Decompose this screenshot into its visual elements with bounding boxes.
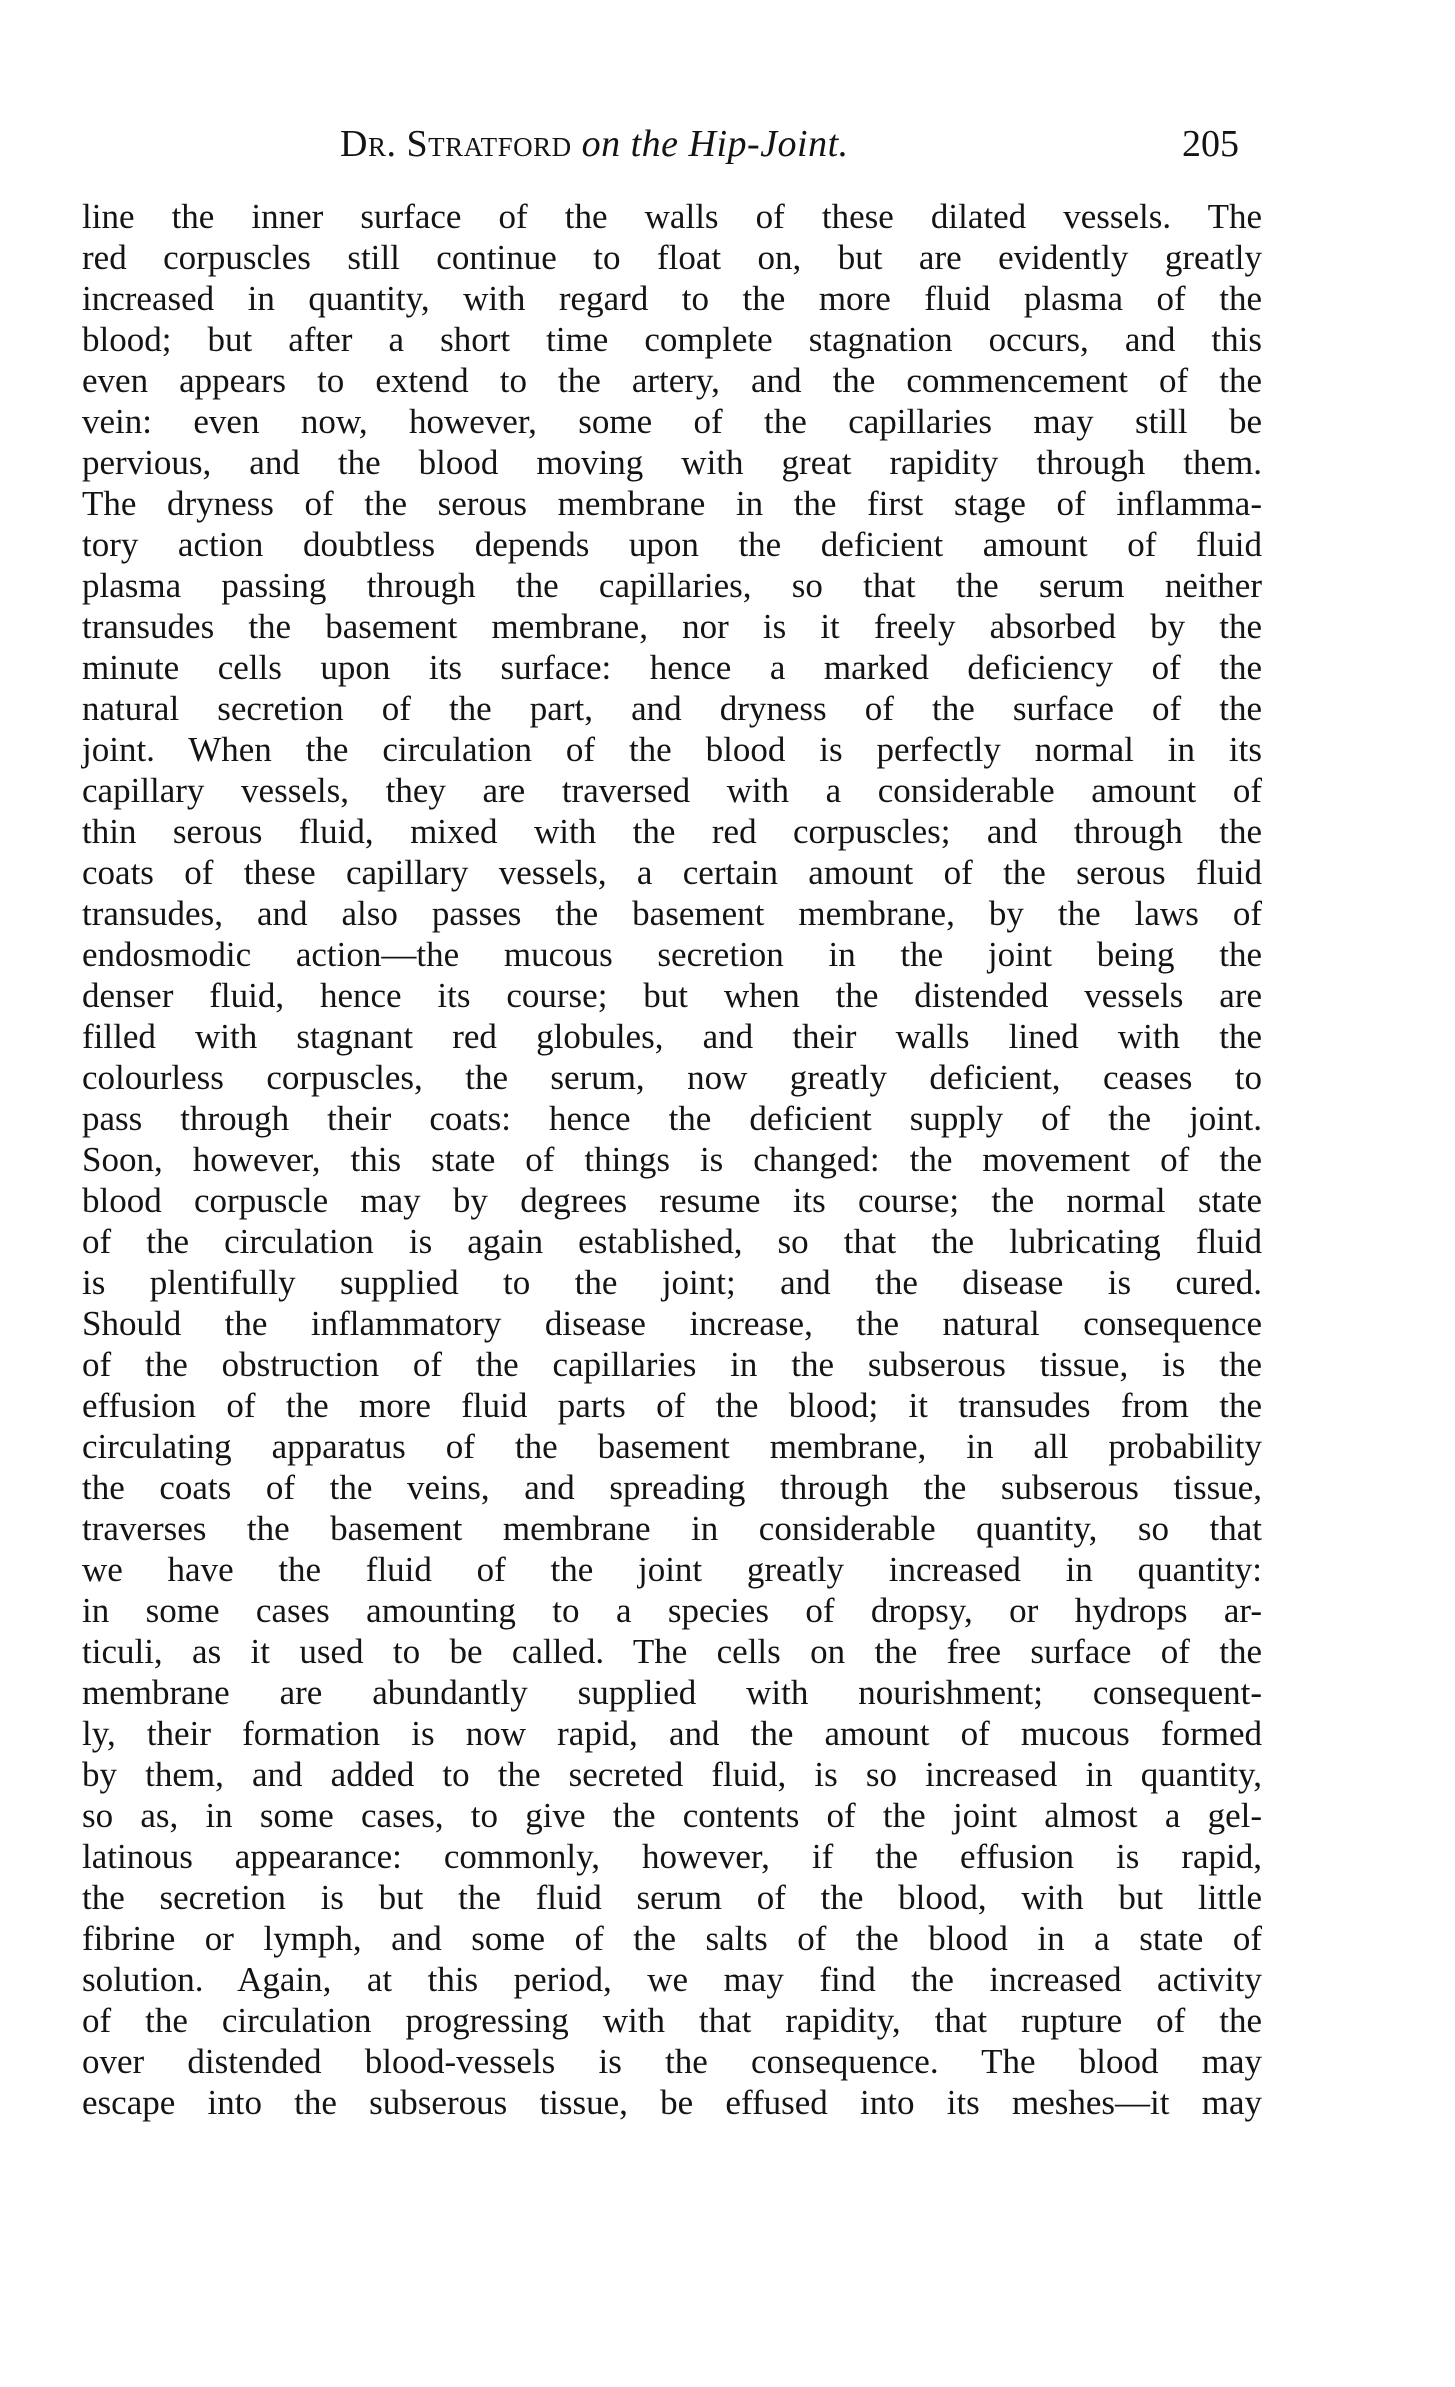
text-line: colourless corpuscles, the serum, now greatly deficient, ceases to <box>82 1058 1262 1097</box>
running-head-title: on the Hip-Joint. <box>581 123 849 165</box>
text-line: by them, and added to the secreted fluid, is so increased in quantity, <box>82 1755 1262 1794</box>
text-line: ly, their formation is now rapid, and the amount of mucous formed <box>82 1714 1262 1753</box>
text-line: filled with stagnant red globules, and their walls lined with the <box>82 1017 1262 1056</box>
text-line: escape into the subserous tissue, be effused into its meshes—it may <box>82 2083 1262 2122</box>
running-head <box>340 122 1040 166</box>
text-line: of the circulation progressing with that rapidity, that rupture of the <box>82 2001 1262 2040</box>
text-line: line the inner surface of the walls of these dilated vessels. The <box>82 197 1262 236</box>
text-line: even appears to extend to the artery, and the commencement of the <box>82 361 1262 400</box>
text-line: the secretion is but the fluid serum of the blood, with but little <box>82 1878 1262 1917</box>
text-line: red corpuscles still continue to float on, but are evidently greatly <box>82 238 1262 277</box>
text-line: minute cells upon its surface: hence a marked deficiency of the <box>82 648 1262 687</box>
text-line: traverses the basement membrane in considerable quantity, so that <box>82 1509 1262 1548</box>
text-line: we have the fluid of the joint greatly increased in quantity: <box>82 1550 1262 1589</box>
text-line: vein: even now, however, some of the capillaries may still be <box>82 402 1262 441</box>
text-line: effusion of the more fluid parts of the blood; it transudes from the <box>82 1386 1262 1425</box>
text-line: The dryness of the serous membrane in the first stage of inflamma- <box>82 484 1262 523</box>
text-line: plasma passing through the capillaries, so that the serum neither <box>82 566 1262 605</box>
text-line: coats of these capillary vessels, a certain amount of the serous fluid <box>82 853 1262 892</box>
text-line: thin serous fluid, mixed with the red corpuscles; and through the <box>82 812 1262 851</box>
text-line: transudes the basement membrane, nor is it freely absorbed by the <box>82 607 1262 646</box>
text-line: capillary vessels, they are traversed with a considerable amount of <box>82 771 1262 810</box>
running-head-author: Dr. Stratford <box>340 123 572 165</box>
text-line: denser fluid, hence its course; but when the distended vessels are <box>82 976 1262 1015</box>
text-line: transudes, and also passes the basement membrane, by the laws of <box>82 894 1262 933</box>
text-line: joint. When the circulation of the blood is perfectly normal in its <box>82 730 1262 769</box>
text-line: fibrine or lymph, and some of the salts of the blood in a state of <box>82 1919 1262 1958</box>
text-line: in some cases amounting to a species of dropsy, or hydrops ar- <box>82 1591 1262 1630</box>
text-line: is plentifully supplied to the joint; and the disease is cured. <box>82 1263 1262 1302</box>
text-line: solution. Again, at this period, we may find the increased activity <box>82 1960 1262 1999</box>
text-line: the coats of the veins, and spreading through the subserous tissue, <box>82 1468 1262 1507</box>
page-number: 205 <box>1182 123 1239 165</box>
text-line: endosmodic action—the mucous secretion in the joint being the <box>82 935 1262 974</box>
text-line: pass through their coats: hence the deficient supply of the joint. <box>82 1099 1262 1138</box>
text-line: pervious, and the blood moving with great rapidity through them. <box>82 443 1262 482</box>
text-line: ticuli, as it used to be called. The cells on the free surface of the <box>82 1632 1262 1671</box>
text-line: so as, in some cases, to give the contents of the joint almost a gel- <box>82 1796 1262 1835</box>
text-line: Should the inflammatory disease increase, the natural consequence <box>82 1304 1262 1343</box>
text-line: latinous appearance: commonly, however, if the effusion is rapid, <box>82 1837 1262 1876</box>
text-line: of the circulation is again established, so that the lubricating fluid <box>82 1222 1262 1261</box>
text-line: Soon, however, this state of things is changed: the movement of the <box>82 1140 1262 1179</box>
text-line: tory action doubtless depends upon the deficient amount of fluid <box>82 525 1262 564</box>
text-line: membrane are abundantly supplied with nourishment; consequent- <box>82 1673 1262 1712</box>
text-line: blood; but after a short time complete stagnation occurs, and this <box>82 320 1262 359</box>
text-line: over distended blood-vessels is the consequence. The blood may <box>82 2042 1262 2081</box>
text-line: blood corpuscle may by degrees resume its course; the normal state <box>82 1181 1262 1220</box>
text-line: of the obstruction of the capillaries in the subserous tissue, is the <box>82 1345 1262 1384</box>
text-line: circulating apparatus of the basement membrane, in all probability <box>82 1427 1262 1466</box>
text-line: increased in quantity, with regard to the more fluid plasma of the <box>82 279 1262 318</box>
body-text <box>82 196 1262 2123</box>
text-line: natural secretion of the part, and dryness of the surface of the <box>82 689 1262 728</box>
